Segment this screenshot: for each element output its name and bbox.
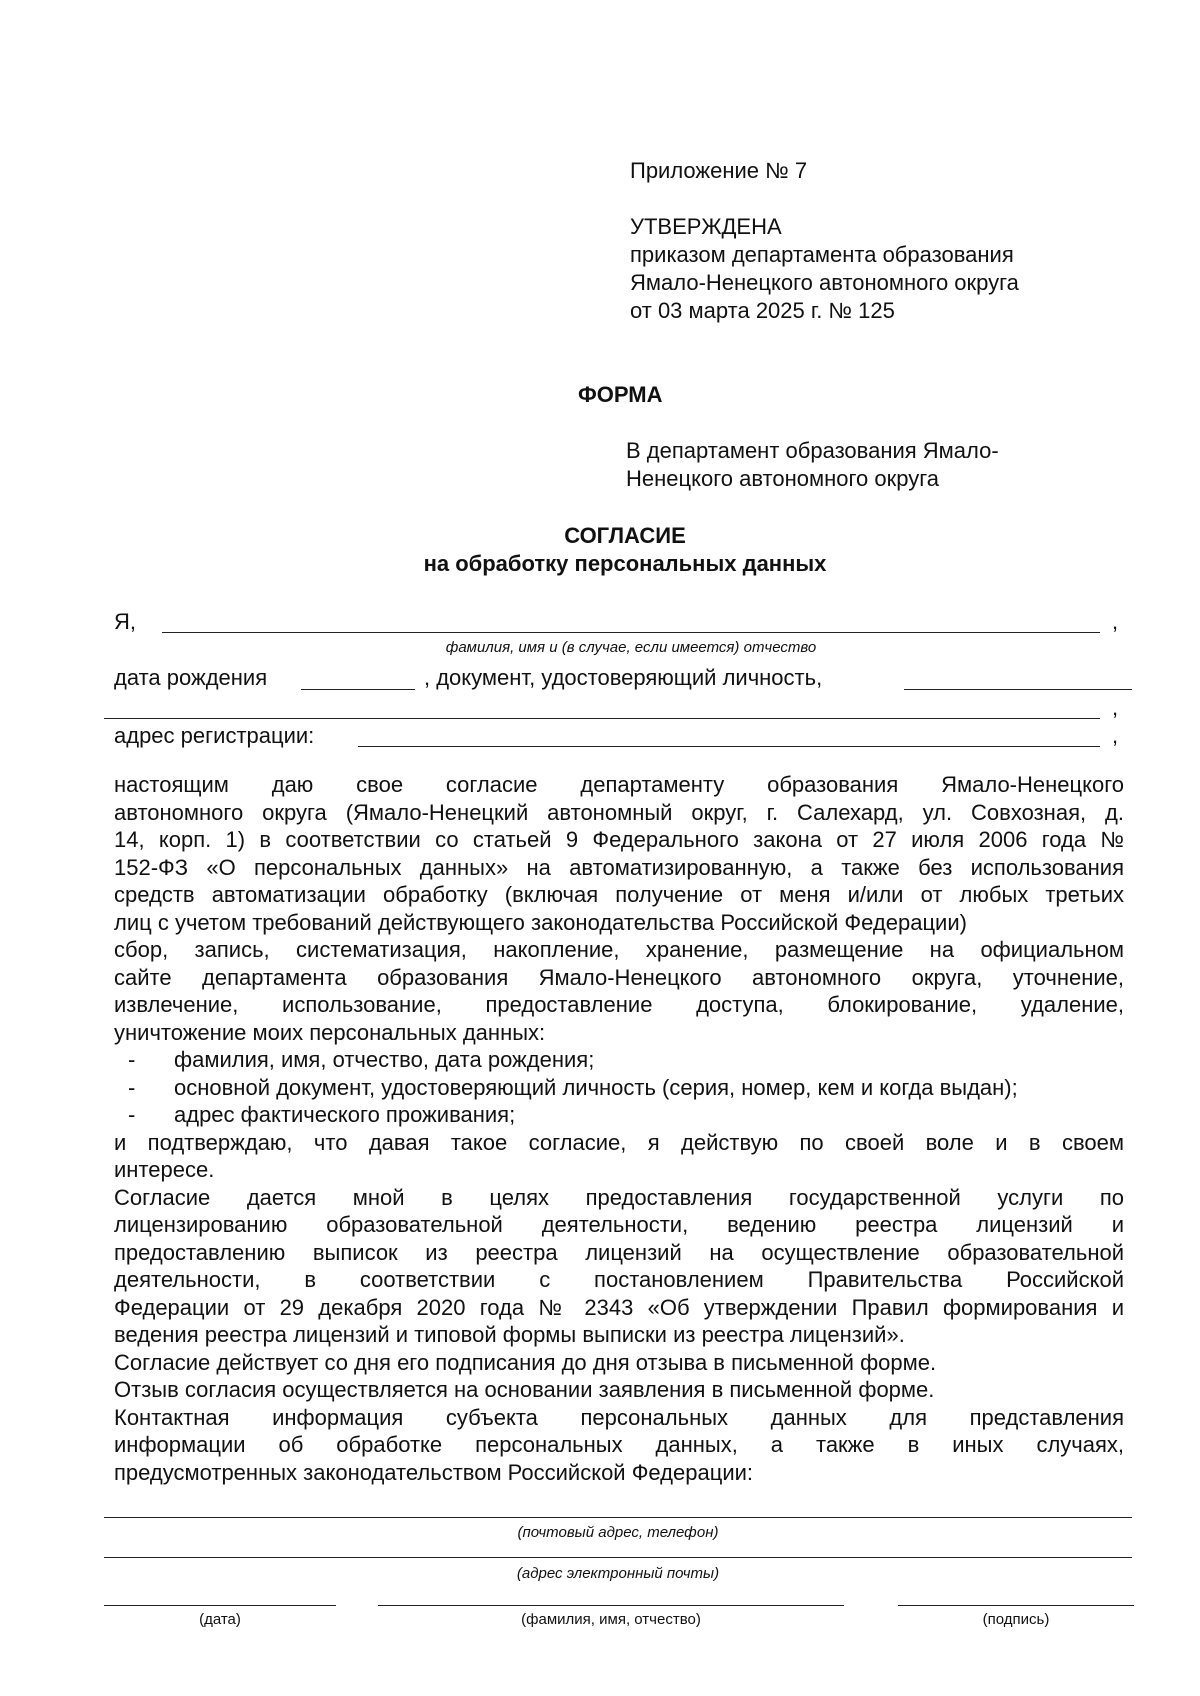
address-label: адрес регистрации: xyxy=(114,723,315,748)
body-line: лицензированию образовательной деятельности, ведению реестра лицензий и xyxy=(114,1212,1124,1237)
date-caption: (дата) xyxy=(199,1611,241,1628)
fio-input-line[interactable] xyxy=(162,632,1100,633)
identity-document-input-line[interactable] xyxy=(904,689,1132,690)
bullet-dash: - xyxy=(128,1074,136,1100)
document-comma: , xyxy=(1112,695,1119,720)
list-item xyxy=(114,1046,1124,1074)
body-line: Согласие дается мной в целях предоставления государственной услуги по xyxy=(114,1184,1124,1210)
postal-address-caption: (почтовый адрес, телефон) xyxy=(517,1524,719,1541)
document-title: СОГЛАСИЕ xyxy=(564,523,686,548)
body-line: деятельности, в соответствии с постановлением Правительства Российской xyxy=(114,1267,1124,1292)
birth-date-label: дата рождения xyxy=(114,665,268,690)
consent-body xyxy=(114,771,1124,1486)
body-line: Согласие действует со дня его подписания до дня отзыва в письменной форме. xyxy=(114,1349,937,1375)
address-comma: , xyxy=(1112,723,1119,748)
body-line: информации об обработке персональных данных, а также в иных случаях, xyxy=(114,1432,1124,1457)
date-input-line[interactable] xyxy=(104,1605,336,1606)
fio-caption: фамилия, имя и (в случае, если имеется) отчество xyxy=(445,639,817,656)
email-caption: (адрес электронный почты) xyxy=(516,1565,720,1582)
body-line: автономного округа (Ямало-Ненецкий автономный округ, г. Салехард, ул. Совхозная, д. xyxy=(114,799,1124,825)
body-line: Контактная информация субъекта персональных данных для представления xyxy=(114,1404,1124,1430)
body-line: ведения реестра лицензий и типовой формы выписки из реестра лицензий». xyxy=(114,1322,905,1347)
approved-label: УТВЕРЖДЕНА xyxy=(630,214,782,239)
body-line: 14, корп. 1) в соответствии со статьей 9 Федерального закона от 27 июля 2006 года № xyxy=(114,827,1124,852)
body-line: сбор, запись, систематизация, накопление, хранение, размещение на официальном xyxy=(114,937,1124,962)
fio-signature-input-line[interactable] xyxy=(378,1605,844,1606)
order-line-1: приказом департамента образования xyxy=(630,242,1014,267)
address-input-line[interactable] xyxy=(358,746,1100,747)
list-item-text: адрес фактического проживания; xyxy=(174,1102,516,1127)
body-line: Федерации от 29 декабря 2020 года № 2343 «Об утверждении Правил формирования и xyxy=(114,1294,1124,1320)
body-line: и подтверждаю, что давая такое согласие, я действую по своей воле и в своем xyxy=(114,1129,1124,1155)
body-line: извлечение, использование, предоставление доступа, блокирование, удаление, xyxy=(114,992,1124,1017)
body-line: лиц с учетом требований действующего законодательства Российской Федерации) xyxy=(114,909,967,935)
addressee-line-2: Ненецкого автономного округа xyxy=(626,466,940,491)
document-subtitle: на обработку персональных данных xyxy=(423,551,827,576)
email-input-line[interactable] xyxy=(104,1557,1132,1558)
identity-document-label: , документ, удостоверяющий личность, xyxy=(424,665,823,690)
signature-caption: (подпись) xyxy=(982,1611,1050,1628)
form-label: ФОРМА xyxy=(578,382,663,407)
body-line: предоставлению выписок из реестра лицензий на осуществление образовательной xyxy=(114,1239,1124,1265)
addressee-line-1: В департамент образования Ямало- xyxy=(626,438,999,463)
appendix-number: Приложение № 7 xyxy=(630,158,808,183)
list-item-text: основной документ, удостоверяющий личность (серия, номер, кем и когда выдан); xyxy=(174,1074,1018,1100)
body-line: Отзыв согласия осуществляется на основании заявления в письменной форме. xyxy=(114,1377,935,1402)
fio-signature-caption: (фамилия, имя, отчество) xyxy=(521,1611,701,1628)
order-line-3: от 03 марта 2025 г. № 125 xyxy=(630,298,895,323)
i-label: Я, xyxy=(114,609,136,634)
body-line: предусмотренных законодательством Российской Федерации: xyxy=(114,1459,754,1485)
body-line: настоящим даю свое согласие департаменту образования Ямало-Ненецкого xyxy=(114,772,1124,797)
signature-input-line[interactable] xyxy=(898,1605,1134,1606)
postal-address-input-line[interactable] xyxy=(104,1517,1132,1518)
birth-date-input-line[interactable] xyxy=(301,689,415,690)
fio-comma: , xyxy=(1112,609,1119,634)
list-item xyxy=(114,1101,1124,1129)
body-line: сайте департамента образования Ямало-Ненецкого автономного округа, уточнение, xyxy=(114,964,1124,990)
body-line: интересе. xyxy=(114,1157,215,1182)
bullet-dash: - xyxy=(128,1047,136,1072)
identity-document-continuation-line[interactable] xyxy=(104,718,1100,719)
body-line: 152-ФЗ «О персональных данных» на автоматизированную, а также без использования xyxy=(114,854,1124,880)
body-line: средств автоматизации обработку (включая получение от меня и/или от любых третьих xyxy=(114,882,1124,907)
list-item xyxy=(114,1074,1124,1102)
list-item-text: фамилия, имя, отчество, дата рождения; xyxy=(174,1047,595,1072)
order-line-2: Ямало-Ненецкого автономного округа xyxy=(630,270,1019,295)
body-line: уничтожение моих персональных данных: xyxy=(114,1019,546,1045)
bullet-dash: - xyxy=(128,1102,136,1127)
